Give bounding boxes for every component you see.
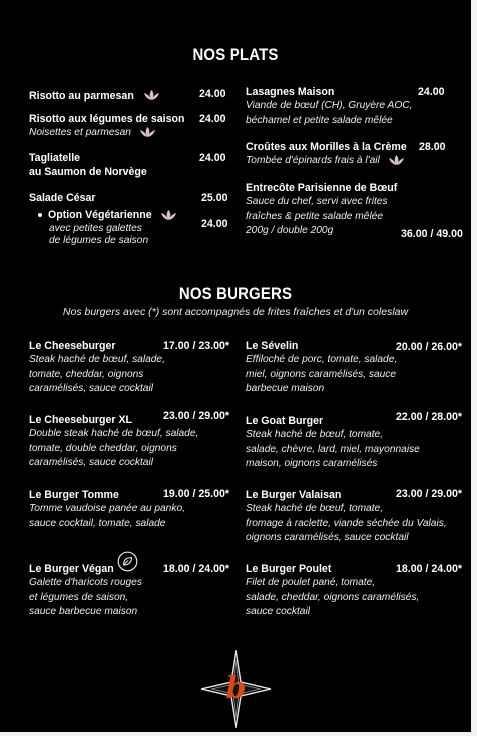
burger-name: Le Cheeseburger bbox=[29, 340, 116, 352]
plat-desc: Viande de bœuf (CH), Gruyère AOC, bbox=[246, 100, 413, 111]
burger-desc: Filet de poulet pané, tomate, bbox=[246, 577, 376, 588]
burger-desc: oignons caramélisés, sauce cocktail bbox=[246, 532, 409, 543]
lotus-icon bbox=[159, 209, 178, 221]
plat-desc: avec petites galettes bbox=[49, 223, 142, 234]
plat-price: 24.00 bbox=[199, 88, 226, 100]
burger-price: 17.00 / 23.00* bbox=[163, 340, 229, 352]
burger-desc: sauce cocktail, tomate, salade bbox=[29, 517, 166, 529]
burger-sevelin bbox=[246, 339, 397, 397]
plat-name: Croûtes aux Morilles à la Crème bbox=[246, 141, 407, 153]
plat-desc: Sauce du chef, servi avec frites bbox=[246, 196, 388, 207]
plat-entrecote bbox=[246, 181, 397, 239]
burgers-title: NOS BURGERS bbox=[178, 284, 293, 303]
burger-price: 18.00 / 24.00* bbox=[163, 563, 229, 575]
burger-desc: fromage à raclette, viande séchée du Valais, bbox=[246, 517, 447, 529]
burger-price: 19.00 / 25.00* bbox=[163, 488, 229, 500]
plat-price: 24.00 bbox=[418, 86, 445, 98]
plat-name: Tagliatelle bbox=[29, 152, 81, 164]
burger-desc: Steak haché de bœuf, salade, bbox=[29, 354, 165, 365]
burger-desc: salade, chèvre, lard, miel, mayonnaise bbox=[246, 443, 420, 455]
plat-lasagnes bbox=[246, 85, 412, 128]
plat-name: Lasagnes Maison bbox=[246, 86, 335, 98]
burger-desc: Effiloché de porc, tomate, salade, bbox=[246, 354, 398, 365]
plat-price: 28.00 bbox=[419, 141, 446, 153]
plat-name: Option Végétarienne bbox=[48, 209, 152, 221]
burger-price: 22.00 / 28.00* bbox=[396, 411, 462, 423]
burger-desc: Tomme vaudoise panée au panko, bbox=[29, 503, 185, 514]
plat-name: Salade César bbox=[29, 192, 96, 204]
burger-price: 23.00 / 29.00* bbox=[163, 410, 229, 422]
burger-desc: Galette d'haricots rouges bbox=[29, 577, 142, 588]
burger-tomme bbox=[29, 488, 185, 531]
burger-desc: caramélisés, sauce cocktail bbox=[29, 383, 153, 394]
burger-desc: sauce cocktail bbox=[246, 606, 310, 617]
plat-name: Risotto au parmesan bbox=[29, 90, 134, 102]
plat-name-line2: au Saumon de Norvège bbox=[29, 166, 147, 178]
bullet-dot bbox=[38, 213, 42, 217]
lotus-icon bbox=[138, 126, 157, 138]
burger-name: Le Burger Végan bbox=[29, 563, 114, 575]
burger-name: Le Cheeseburger XL bbox=[29, 414, 133, 426]
plat-name: Entrecôte Parisienne de Bœuf bbox=[246, 182, 398, 194]
plat-price: 36.00 / 49.00 bbox=[401, 228, 463, 240]
plat-desc: fraîches & petite salade mêlée bbox=[246, 210, 384, 222]
burger-name: Le Burger Valaisan bbox=[246, 489, 342, 501]
leaf-icon bbox=[117, 551, 138, 572]
burger-price: 18.00 / 24.00* bbox=[396, 563, 462, 575]
plat-desc: Noisettes et parmesan bbox=[29, 127, 131, 138]
plat-price: 24.00 bbox=[201, 218, 228, 230]
plat-desc: 200g / double 200g bbox=[246, 225, 334, 236]
plat-name: Risotto aux légumes de saison bbox=[29, 113, 185, 125]
burger-name: Le Burger Poulet bbox=[246, 563, 332, 575]
logo-letter: b bbox=[225, 671, 247, 706]
burger-poulet bbox=[246, 562, 419, 620]
burger-desc: Steak haché de bœuf, tomate, bbox=[246, 429, 384, 440]
burger-desc: Steak haché de bœuf, tomate, bbox=[246, 503, 384, 514]
burger-goat bbox=[246, 414, 420, 472]
plat-desc: béchamel et petite salade mêlée bbox=[246, 114, 393, 126]
burger-desc: caramélisés, sauce cocktail bbox=[29, 457, 153, 468]
plat-price: 24.00 bbox=[199, 113, 226, 125]
restaurant-logo bbox=[201, 650, 271, 728]
plat-croutes-morilles bbox=[246, 140, 407, 169]
plat-risotto-parmesan bbox=[29, 86, 161, 104]
plat-option-vegetarienne bbox=[38, 208, 178, 248]
burger-desc: miel, oignons caramélisés, sauce bbox=[246, 368, 397, 380]
burger-price: 20.00 / 26.00* bbox=[396, 341, 462, 353]
burger-name: Le Sévelin bbox=[246, 340, 299, 352]
plat-tagliatelle bbox=[29, 151, 147, 179]
burger-name: Le Goat Burger bbox=[246, 415, 324, 427]
burger-desc: sauce barbecue maison bbox=[29, 606, 138, 617]
burger-desc: barbecue maison bbox=[246, 383, 325, 394]
plat-price: 25.00 bbox=[201, 192, 228, 204]
burger-name: Le Burger Tomme bbox=[29, 489, 119, 501]
plat-desc: Tombée d'épinards frais à l'ail bbox=[246, 155, 380, 166]
burger-price: 23.00 / 29.00* bbox=[396, 488, 462, 500]
plat-salade-cesar bbox=[29, 191, 96, 205]
burgers-subtitle: Nos burgers avec (*) sont accompagnés de frites fraîches et d'un coleslaw bbox=[62, 306, 409, 318]
plats-title: NOS PLATS bbox=[192, 45, 279, 64]
plat-risotto-legumes bbox=[29, 112, 184, 141]
burger-cheeseburger bbox=[29, 339, 165, 397]
plat-desc: de légumes de saison bbox=[49, 234, 149, 246]
burger-desc: salade, cheddar, oignons caramélisés, bbox=[246, 591, 420, 603]
plat-price: 24.00 bbox=[199, 152, 226, 164]
burger-desc: et légumes de saison, bbox=[29, 591, 129, 603]
burger-desc: Double steak haché de bœuf, salade, bbox=[29, 428, 199, 439]
lotus-icon bbox=[142, 89, 161, 101]
burger-desc: tomate, double cheddar, oignons bbox=[29, 442, 177, 454]
burger-desc: maison, oignons caramélisés bbox=[246, 458, 378, 469]
burger-desc: tomate, cheddar, oignons bbox=[29, 368, 144, 380]
lotus-icon bbox=[387, 154, 406, 166]
